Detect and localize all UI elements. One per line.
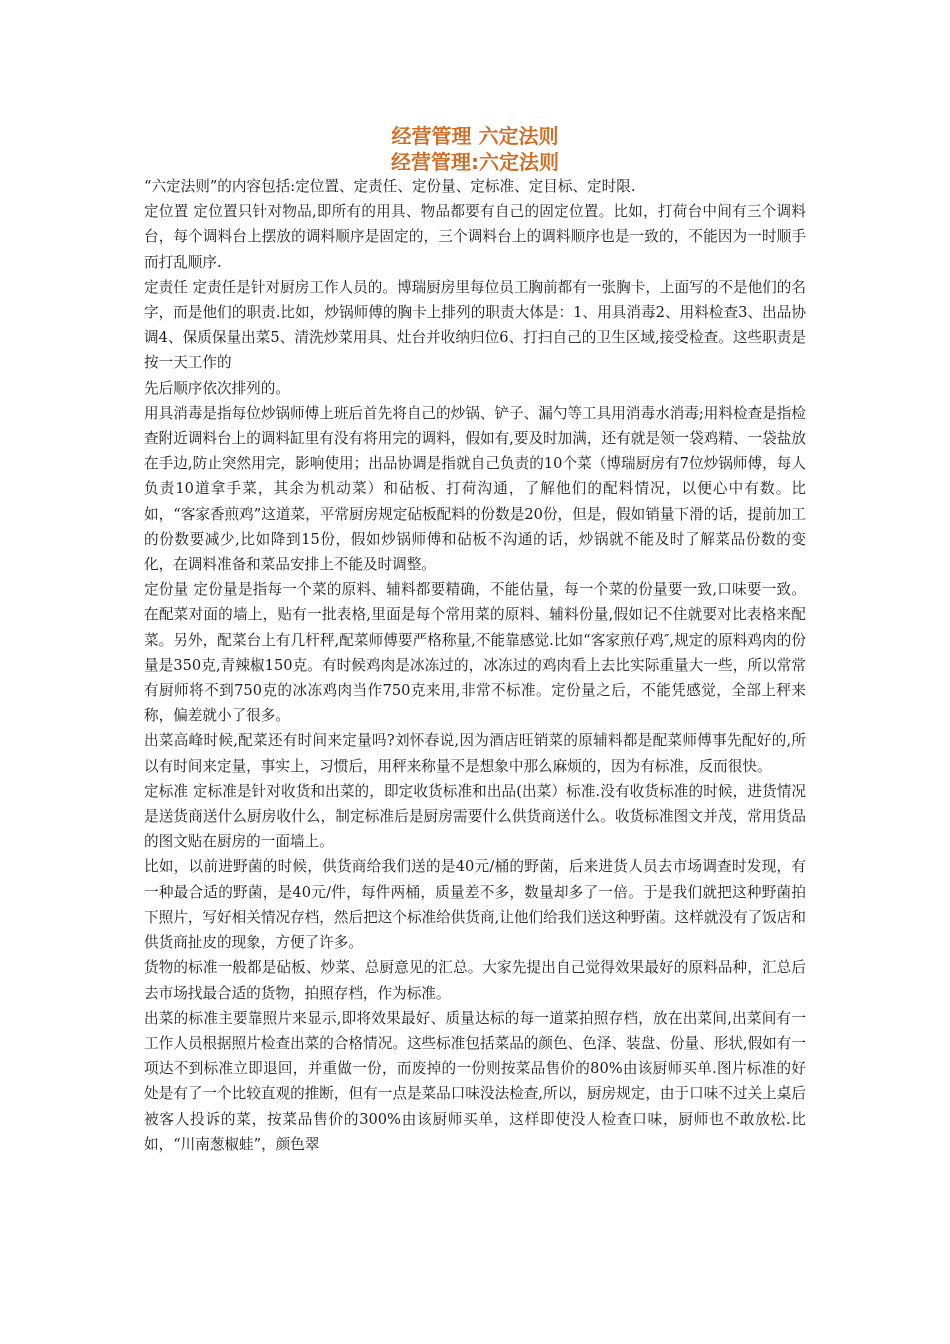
paragraph-goods-standard: 货物的标准一般都是砧板、炒菜、总厨意见的汇总。大家先提出自己觉得效果最好的原料品种，汇总后去市场找最合适的货物，拍照存档，作为标准。	[144, 959, 806, 1002]
paragraph-duties-detail: 用具消毒是指每位炒锅师傅上班后首先将自己的炒锅、铲子、漏勺等工具用消毒水消毒;用料检查是指检查附近调料台上的调料缸里有没有将用完的调料，假如有,要及时加满，还有就是领一袋鸡精、一袋盐放在手边,防止突然用完，影响使用；出品协调是指就自己负责的10个菜（博瑞厨房有7位炒锅师傅，每人负责10道拿手菜，其余为机动菜）和砧板、打荷沟通，了解他们的配料情况，以便心中有数。比如，“客家香煎鸡”这道菜，平常厨房规定砧板配料的份数是20份，但是，假如销量下滑的话，提前加工的份数要减少,比如降到15份，假如炒锅师傅和砧板不沟通的话，炒锅就不能及时了解菜品份数的变化，在调料准备和菜品安排上不能及时调整。	[144, 404, 806, 574]
paragraph-responsibility-cont: 先后顺序依次排列的。	[144, 379, 290, 397]
paragraph-peak-time: 出菜高峰时候,配菜还有时间来定量吗?刘怀春说,因为酒店旺销菜的原辅料都是配菜师傅事先配好的,所以有时间来定量，事实上，习惯后，用秤来称量不是想象中那么麻烦的，因为有标准，反而很快。	[144, 732, 806, 775]
document-body	[144, 174, 806, 1157]
page-title: 经营管理 六定法则	[391, 124, 559, 148]
paragraph-responsibility: 定责任 定责任是针对厨房工作人员的。博瑞厨房里每位员工胸前都有一张胸卡，上面写的不是他们的名字，而是他们的职责.比如，炒锅师傅的胸卡上排列的职责大体是：1、用具消毒2、用料检查3、出品协调4、保质保量出菜5、清洗炒菜用具、灶台并收纳归位6、打扫自己的卫生区域,接受检查。这些职责是按一天工作的	[144, 278, 806, 372]
paragraph-standard: 定标准 定标准是针对收货和出菜的，即定收货标准和出品(出菜）标准.没有收货标准的时候，进货情况是送货商送什么厨房收什么，制定标准后是厨房需要什么供货商送什么。收货标准图文并茂，常用货品的图文贴在厨房的一面墙上。	[144, 782, 806, 851]
page-subtitle: 经营管理:六定法则	[391, 150, 559, 174]
paragraph-location: 定位置 定位置只针对物品,即所有的用具、物品都要有自己的固定位置。比如，打荷台中间有三个调料台，每个调料台上摆放的调料顺序是固定的，三个调料台上的调料顺序也是一致的，不能因为一时顺手而打乱顺序.	[144, 203, 806, 271]
paragraph-portion: 定份量 定份量是指每一个菜的原料、辅料都要精确，不能估量，每一个菜的份量要一致,口味要一致。在配菜对面的墙上，贴有一批表格,里面是每个常用菜的原料、辅料份量,假如记不住就要对比表格来配菜。另外，配菜台上有几杆秤,配菜师傅要严格称量,不能靠感觉.比如“客家煎仔鸡″,规定的原料鸡肉的份量是350克,青辣椒150克。有时候鸡肉是冰冻过的，冰冻过的鸡肉看上去比实际重量大一些，所以常常有厨师将不到750克的冰冻鸡肉当作750克来用,非常不标准。定份量之后，不能凭感觉，全部上秤来称，偏差就小了很多。	[144, 581, 806, 725]
paragraph-intro: “六定法则”的内容包括:定位置、定责任、定份量、定标准、定目标、定时限.	[144, 178, 636, 195]
paragraph-mushroom-example: 比如，以前进野菌的时候，供货商给我们送的是40元/桶的野菌，后来进货人员去市场调查时发现，有一种最合适的野菌，是40元/件，每件两桶，质量差不多，数量却多了一倍。于是我们就把这种野菌拍下照片，写好相关情况存档，然后把这个标准给供货商,让他们给我们送这种野菌。这样就没有了饭店和供货商扯皮的现象，方便了许多。	[144, 858, 806, 952]
paragraph-dish-standard: 出菜的标准主要靠照片来显示,即将效果最好、质量达标的每一道菜拍照存档，放在出菜间,出菜间有一工作人员根据照片检查出菜的合格情况。这些标准包括菜品的颜色、色泽、装盘、份量、形状,假如有一项达不到标准立即退回，并重做一份，而废掉的一份则按菜品售价的80%由该厨师买单.图片标准的好处是有了一个比较直观的推断，但有一点是菜品口味没法检查,所以，厨房规定，由于口味不过关上桌后被客人投诉的菜，按菜品售价的300%由该厨师买单，这样即使没人检查口味，厨师也不敢放松.比如，“川南葱椒蛙”，颜色翠	[144, 1009, 806, 1153]
